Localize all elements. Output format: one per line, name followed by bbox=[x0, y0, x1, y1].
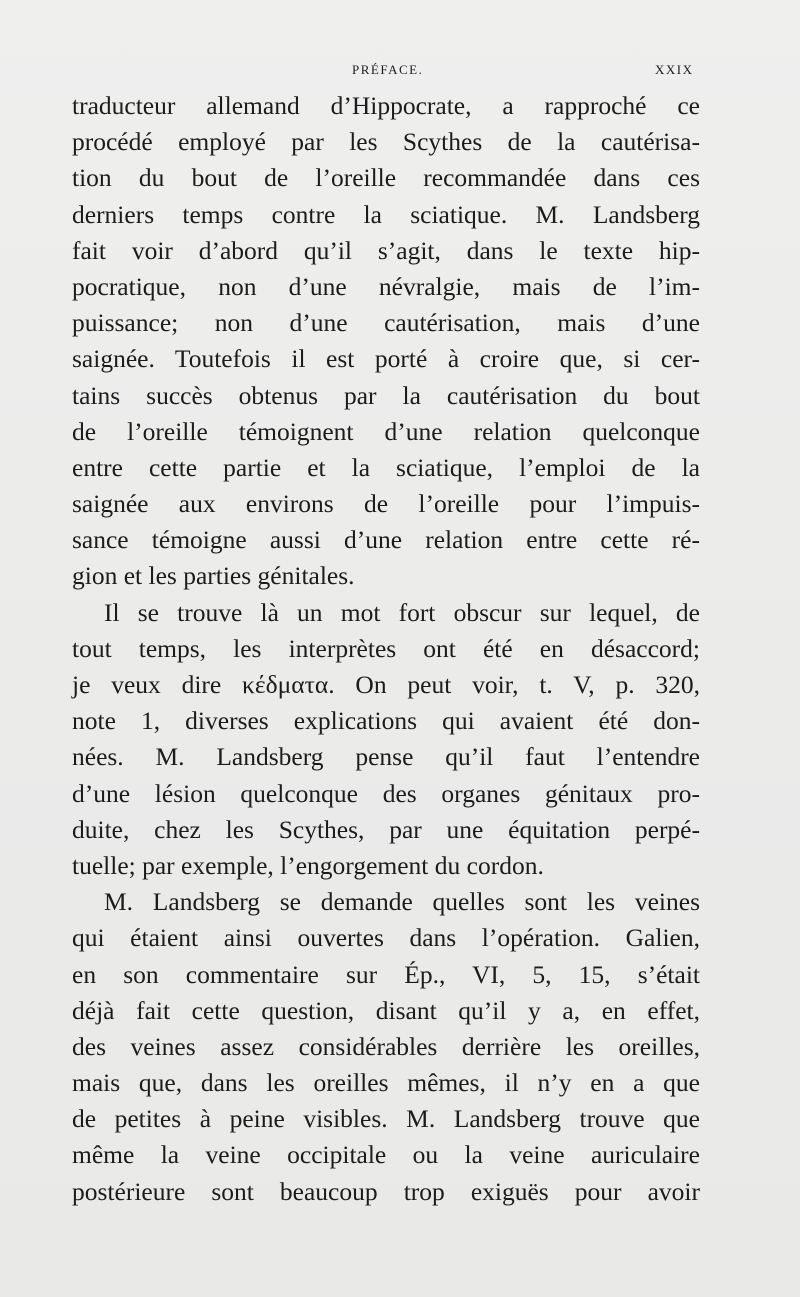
text-line: tains succès obtenus par la cautérisation du bout bbox=[72, 380, 700, 410]
text-line: de petites à peine visibles. M. Landsberg trouve que bbox=[72, 1104, 700, 1134]
text-line: traducteur allemand d’Hippocrate, a rapproché ce bbox=[72, 91, 700, 120]
text-line: déjà fait cette question, disant qu’il y a, en effet, bbox=[72, 995, 700, 1025]
text-line: en son commentaire sur Ép., VI, 5, 15, s’était bbox=[72, 959, 700, 989]
text-line: gion et les parties génitales. bbox=[72, 561, 355, 591]
text-line: sance témoigne aussi d’une relation entre cette ré- bbox=[72, 525, 700, 555]
text-line: même la veine occipitale ou la veine auriculaire bbox=[72, 1140, 700, 1170]
text-line: pocratique, non d’une névralgie, mais de l’im- bbox=[72, 271, 700, 301]
text-line: derniers temps contre la sciatique. M. Landsberg bbox=[72, 199, 700, 229]
text-line: d’une lésion quelconque des organes génitaux pro- bbox=[72, 778, 700, 808]
text-line: nées. M. Landsberg pense qu’il faut l’entendre bbox=[72, 742, 700, 772]
text-line: saignée aux environs de l’oreille pour l’impuis- bbox=[72, 489, 700, 519]
text-line: note 1, diverses explications qui avaient été don- bbox=[72, 706, 700, 736]
text-line: je veux dire κέδματα. On peut voir, t. V, p. 320, bbox=[72, 670, 700, 699]
text-line: tuelle; par exemple, l’engorgement du cordon. bbox=[72, 850, 544, 880]
text-line: duite, chez les Scythes, par une équitation perpé- bbox=[72, 814, 700, 844]
text-line: saignée. Toutefois il est porté à croire que, si cer- bbox=[72, 344, 700, 374]
text-line: Il se trouve là un mot fort obscur sur lequel, de bbox=[104, 597, 700, 627]
text-line: de l’oreille témoignent d’une relation quelconque bbox=[72, 416, 700, 446]
text-line: puissance; non d’une cautérisation, mais d’une bbox=[72, 308, 700, 338]
text-line: procédé employé par les Scythes de la cautérisa- bbox=[72, 127, 700, 157]
text-line: fait voir d’abord qu’il s’agit, dans le texte hip- bbox=[72, 235, 700, 265]
text-line: mais que, dans les oreilles mêmes, il n’y en a que bbox=[72, 1068, 700, 1098]
text-line: tion du bout de l’oreille recommandée dans ces bbox=[72, 163, 700, 193]
text-line: tout temps, les interprètes ont été en désaccord; bbox=[72, 633, 700, 663]
text-line: des veines assez considérables derrière les oreilles, bbox=[72, 1031, 700, 1061]
text-line: M. Landsberg se demande quelles sont les veines bbox=[104, 887, 700, 917]
text-line: qui étaient ainsi ouvertes dans l’opération. Galien, bbox=[72, 923, 700, 953]
text-line: entre cette partie et la sciatique, l’emploi de la bbox=[72, 452, 700, 482]
text-line: postérieure sont beaucoup trop exiguës pour avoir bbox=[72, 1176, 700, 1206]
running-head bbox=[0, 62, 800, 82]
body-text bbox=[72, 88, 700, 1210]
running-head-title: PRÉFACE. bbox=[352, 62, 424, 77]
page-number: XXIX bbox=[655, 62, 694, 77]
